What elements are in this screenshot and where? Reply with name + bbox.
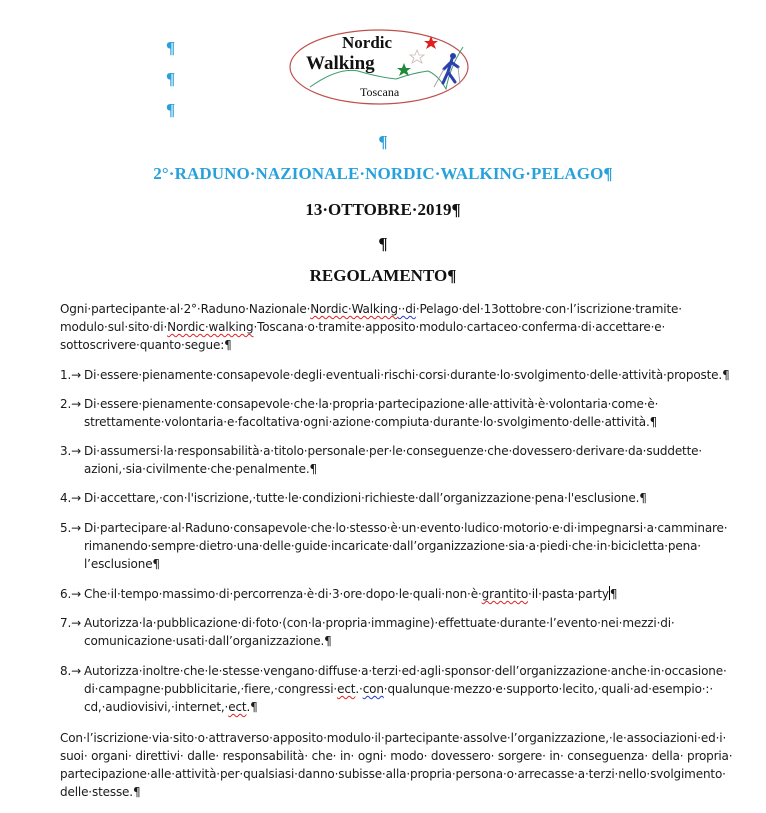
paragraph-mark: ¶ <box>166 38 176 57</box>
empty-paragraph-mark: ¶ <box>378 132 388 151</box>
list-number: 1.→ <box>60 368 82 382</box>
event-date: 13·OTTOBRE·2019¶ <box>305 200 461 219</box>
closing-paragraph[interactable]: Con·l’iscrizione·via·sito·o·attraverso·apposito·modulo·il·partecipante·assolve·l’organizzazione,·le·associazioni·ed·i· suoi· organi· direttivi· dalle· responsabilità· che· in· ogni· modo· dovessero· sorgere· in· conseguenza· della· propria· partecipazione·alle·attività·per·qualsiasi·danno·subisse·alla·propria·persona·o·arrecasse·a·terzi·nello·svolgimento· delle·stesse.¶ <box>60 731 733 799</box>
green-star-icon <box>397 63 411 76</box>
event-title: 2°·RADUNO·NAZIONALE·NORDIC·WALKING·PELAGO¶ <box>153 164 613 183</box>
logo-text-walking: Walking <box>306 53 375 74</box>
regulation-heading: REGOLAMENTO¶ <box>309 266 457 285</box>
logo-text-nordic: Nordic <box>342 33 393 52</box>
empty-paragraph-mark: ¶ <box>378 234 388 253</box>
paragraph-mark: ¶ <box>166 69 176 88</box>
paragraph-mark: ¶ <box>166 100 176 119</box>
list-number: 4.→ <box>60 491 82 505</box>
logo-text-toscana: Toscana <box>360 85 400 99</box>
list-number: 7.→ <box>60 616 82 630</box>
nordic-walking-toscana-logo[interactable] <box>288 27 470 107</box>
white-star-icon <box>410 50 424 63</box>
list-number: 6.→ <box>60 587 82 601</box>
list-number: 3.→ <box>60 444 82 458</box>
list-number: 8.→ <box>60 664 82 678</box>
list-number: 2.→ <box>60 397 82 411</box>
intro-paragraph[interactable]: Ogni·partecipante·al·2°·Raduno·Nazionale·Nordic·Walking··di·Pelago·del·13ottobre·con·l’iscrizione·tramite· modulo·sul·sito·di·Nordic·walking·Toscana·o·tramite·apposito·modulo·cartaceo·conferma·di·accettare·e· sottoscrivere·quanto·segue:¶ <box>60 302 682 352</box>
list-number: 5.→ <box>60 521 82 535</box>
